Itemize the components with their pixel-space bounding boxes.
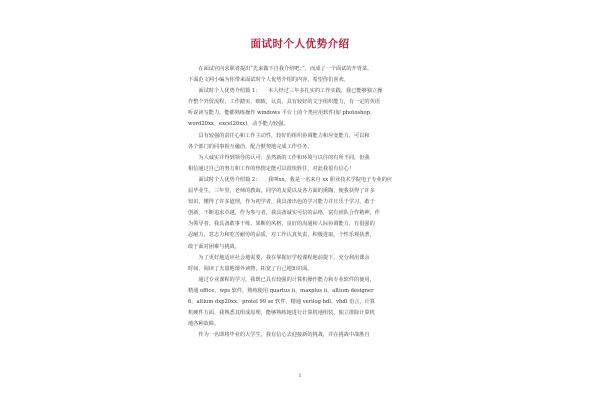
page-number: 1 <box>298 373 302 379</box>
text-line: 在面试官向求职者提出“先来做下自我介绍吧；”，而成了一个面试的开胃菜， <box>188 66 373 72</box>
text-line: 面试时个人优势介绍篇 2： 我叫xx，我是一名来自 xx 职业技术学院电子专业的应 <box>188 176 393 183</box>
text-line: 通过专业课程的学习，我既已具有较强的计算机操作能力和专业软件的使用， <box>188 276 375 283</box>
text-line: 精通 office、wps 软件，熟练使用 quartus ii、maxplus ii、altium designer <box>188 287 374 294</box>
text-line: 6、altium dxp20xx、protel 99 se 软件，精通 verilog hdl、vhdl 语言，计算 <box>188 298 375 305</box>
document-body <box>188 64 420 341</box>
text-line: 忍耐力，意志力和吃苦耐劳的品质，对工作认真负责，积极进取，个性乐观执著， <box>188 232 375 239</box>
text-line: 地各种故障。 <box>188 321 220 328</box>
text-line: 为领导者，我具备敢事干练，果断的风格，良好的沟通和人际协调能力，有很强的 <box>188 221 375 228</box>
text-line: 下面范文网小编为你带来面试时个人优势介绍的内容，希望你们喜欢。 <box>188 77 349 84</box>
paragraph <box>188 64 420 86</box>
paragraph <box>188 153 420 175</box>
text-line: word20xx、excel20xx)，动手能力较强。 <box>188 121 289 128</box>
text-line: 创新，不断追求卓越，作为参与者，我具备诚实可信的品格，富有团队合作精神，作 <box>188 210 380 217</box>
text-line: 知识，懂得了许多道理，作为初学者，我具备出色的学习能力并且乐于学习，敢于 <box>188 199 375 206</box>
text-line: 时间，阅读了大量地课外读物，拓宽了自己地知识面。 <box>188 265 313 272</box>
paragraph <box>188 253 420 275</box>
text-line: 为了更好地适应社会地需要，我在掌握好学校课程地前提下，充分利用课余 <box>188 254 370 261</box>
paragraph <box>188 86 420 130</box>
text-line: 相信通过自己的努力和工作的热情定能可以很快胜任，对此我很有信心！ <box>188 165 355 172</box>
paragraph <box>188 330 420 341</box>
text-line: 各个部门的同事相互融洽，配合默契地完成工作任务。 <box>188 143 313 150</box>
text-line: 作为一名即将毕业的大学生，我有信心去迎接新的挑战，并在挑战中战胜自 <box>188 332 370 339</box>
paragraph <box>188 131 420 153</box>
text-line: 听说读写能力。能都熟练操作 windows 平台上的个类应用软件(如 photoshop、 <box>188 110 376 117</box>
paragraph <box>188 175 420 253</box>
text-line: 作整个外贸流程，工作踏实、细致，认真，具有较好的文字组织能力，有一定的英语 <box>188 99 380 106</box>
text-line: 机硬件方面，我熟悉其组成原理，能够熟练地进行计算机地组装，独立排除计算机 <box>188 310 375 317</box>
document-title: 面试时个人优势介绍 <box>250 38 350 50</box>
text-line: 具有较强的责任心和工作主动性，较好的组织协调能力和应变能力，可以和 <box>188 132 370 139</box>
text-line: 敢于面对困难与挑战。 <box>188 243 240 250</box>
text-line: 届毕业生，三年里，老师的教诲，同学的友爱以及各方面的熏陶，使我获得了许多 <box>188 188 375 195</box>
text-line: 为人诚实并得到领导的认可；虽然新的工作和环境与以往的有所不同，但我 <box>188 154 370 161</box>
paragraph <box>188 275 420 330</box>
text-line: 面试时个人优势介绍篇 1： 本人经过三年多扎实的工作实践，我已能够独立操 <box>188 88 383 95</box>
